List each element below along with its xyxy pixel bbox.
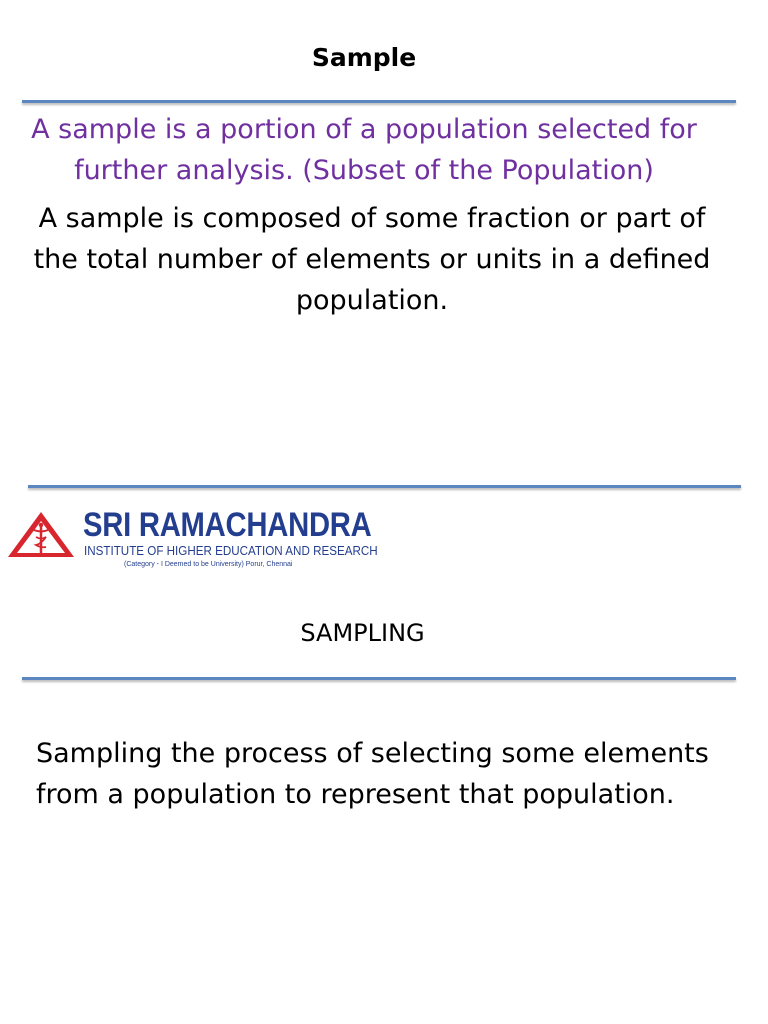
title-divider [22, 677, 736, 680]
triangle-caduceus-emblem-icon [6, 510, 76, 560]
slide-title-sample: Sample [311, 43, 417, 72]
logo-institution-subtitle: INSTITUTE OF HIGHER EDUCATION AND RESEARCH [84, 544, 378, 558]
sample-definition-highlight: A sample is a portion of a population selected for further analysis. (Subset of the Population) [31, 114, 697, 186]
slide-title-sampling: SAMPLING [300, 619, 425, 647]
logo-institution-name: SRI RAMACHANDRA [83, 506, 372, 544]
logo-category-line: (Category - I Deemed to be University) Porur, Chennai [124, 561, 293, 568]
sampling-definition-body: Sampling the process of selecting some elements from a population to represent that population. [36, 738, 709, 810]
institution-logo [6, 508, 386, 578]
slide-divider [28, 485, 741, 488]
title-divider [22, 100, 736, 103]
sample-definition-body: A sample is composed of some fraction or part of the total number of elements or units in a defined population. [33, 203, 711, 316]
